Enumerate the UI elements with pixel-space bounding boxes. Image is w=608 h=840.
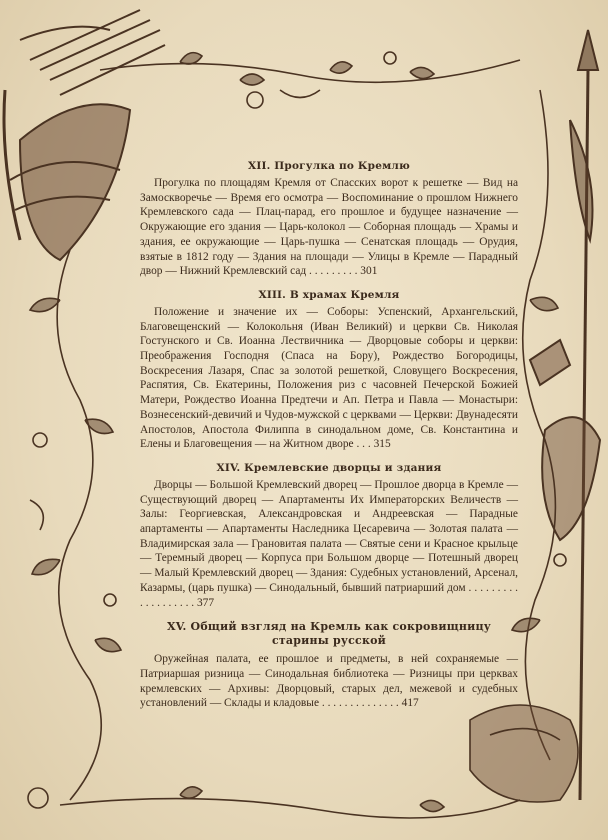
section-text: Положение и значение их — Соборы: Успенский, Архангельский, Благовещенский — Колокольня (Иван Великий) и церкви Св. Николая Гостунского и Св. Иоанна Лествичника — Дворцовые соборы и церкви: Преображения Господня (Спаса на Бору), Рождество Богородицы, Воскресения Лазаря, Спас за золотой решеткой, Словущего Воскресения, Распятия, Св. Екатерины, Положения риз с часовней Печерской Божией Матери, Рождество Иоанна Предтечи и Ап. Петра и Павла — Монастыри: Вознесенский-девичий и Чудов-мужской с церквами — Церкви: Двунадесяти Апостолов, Апостола Филиппа в синодальном доме, Св. Константина и Елены и Благовещения — на Житном дворе bbox=[140, 305, 518, 451]
section-body bbox=[140, 652, 518, 711]
page-number: 301 bbox=[360, 265, 378, 278]
page-number: 315 bbox=[373, 438, 391, 451]
spear-icon bbox=[530, 30, 600, 800]
table-of-contents bbox=[140, 160, 518, 721]
section-title: XIII. В храмах Кремля bbox=[258, 288, 400, 301]
section-title: XIV. Кремлевские дворцы и здания bbox=[216, 461, 442, 474]
section-body bbox=[140, 176, 518, 279]
section-title: XII. Прогулка по Кремлю bbox=[248, 160, 410, 172]
section-body bbox=[140, 305, 518, 452]
page-number: 377 bbox=[196, 596, 215, 609]
section-text: Оружейная палата, ее прошлое и предметы, в ней сохраняемые — Патриаршая ризница — Синодальная библиотека — Ризницы при церквах кремлевских — Архивы: Дворцовый, старых дел, межевой и судебных установлений — Склады и кладовые bbox=[140, 653, 518, 710]
section-title: XV. Общий взгляд на Кремль как сокровищницу старины русской bbox=[166, 620, 492, 648]
toc-section bbox=[140, 160, 518, 279]
leader-dots: . . . . . . . . . . . . . . . . . . . bbox=[140, 581, 518, 609]
leader-dots: . . . bbox=[353, 438, 374, 451]
leader-dots: . . . . . . . . . bbox=[306, 265, 361, 278]
top-vine bbox=[100, 52, 520, 108]
leader-dots: . . . . . . . . . . . . . . bbox=[319, 697, 402, 710]
left-vine bbox=[30, 250, 121, 800]
toc-section bbox=[140, 620, 518, 711]
section-text: Прогулка по площадям Кремля от Спасских ворот к решетке — Вид на Замоскворечье — Время его осмотра — Воспоминание о прошлом Нижнего Кремлевского сада — Плац-парад, его прошлое и будущее назначение — Окружающие его здания — Царь-колокол — Соборная площадь — Храмы и здания, ее окружающие — Царь-пушка — Сенатская площадь — Орудия, взятые в 1812 году — Здания на площади — Улицы в Кремле — Парадный двор — Нижний Кремлевский сад bbox=[140, 177, 518, 278]
page-number: 417 bbox=[401, 697, 419, 710]
section-body bbox=[140, 478, 518, 610]
toc-section bbox=[140, 289, 518, 452]
section-text: Дворцы — Большой Кремлевский дворец — Прошлое дворца в Кремле — Существующий дворец — Апартаменты Их Императорских Величеств — Залы: Георгиевская, Александровская и Андреевская — Парадные апартаменты — Апартаменты Наследника Цесаревича — Золотая палата — Владимирская зала — Грановитая палата — Святые сени и Красное крыльце — Теремный дворец — Корпуса при Большом дворце — Потешный дворец — Малый Кремлевский дворец — Здания: Судебных установлений, Арсенал, Казармы, (царь пушка) — Синодальный, бывший патриарший дом bbox=[140, 478, 518, 594]
bottom-vine bbox=[28, 787, 520, 818]
toc-section bbox=[140, 462, 518, 610]
